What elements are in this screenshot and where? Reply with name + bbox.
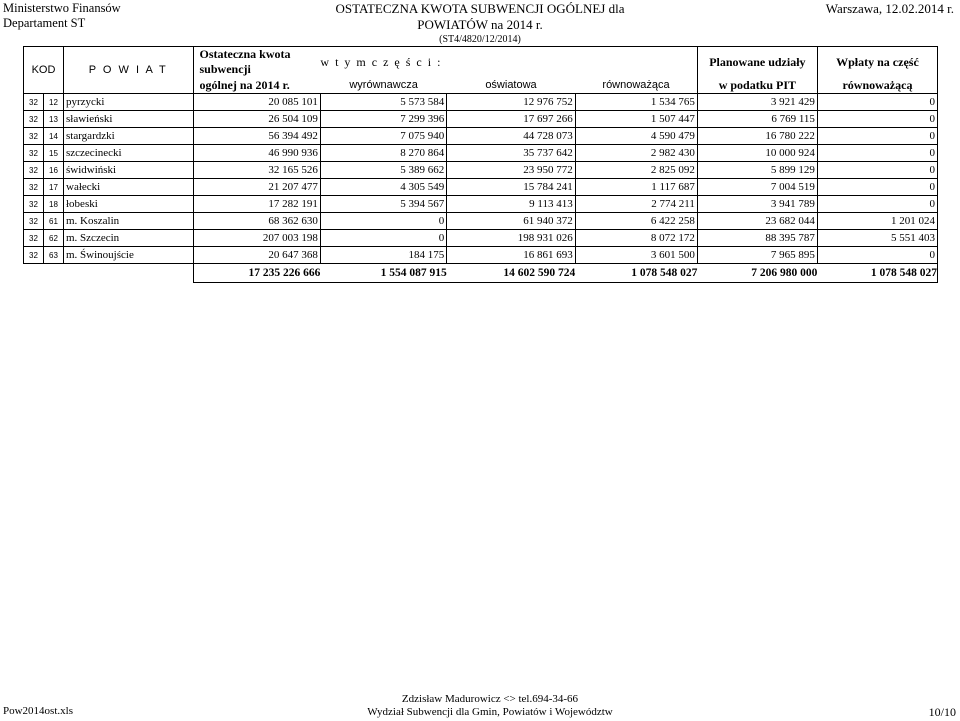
powiat-name-cell: stargardzki: [64, 128, 194, 145]
powiat-name-cell: świdwiński: [64, 162, 194, 179]
payments-cell: 0: [817, 247, 937, 264]
kod-province-cell: 32: [24, 94, 44, 111]
totals-row: [24, 264, 938, 283]
table-row: [24, 145, 938, 162]
equalizing-header: wyrównawcza: [320, 77, 446, 94]
kod-county-cell: 63: [44, 247, 64, 264]
balancing-cell: 1 507 447: [575, 111, 697, 128]
payments-cell: 0: [817, 145, 937, 162]
powiat-name-cell: sławieński: [64, 111, 194, 128]
ministry-name: Ministerstwo Finansów: [3, 1, 121, 15]
educational-cell: 15 784 241: [447, 179, 575, 196]
total-amount-cell: 32 165 526: [193, 162, 320, 179]
balancing-cell: 4 590 479: [575, 128, 697, 145]
footer-center: [340, 693, 640, 719]
balancing-cell: 1 117 687: [575, 179, 697, 196]
table-row: [24, 128, 938, 145]
pit-cell: 10 000 924: [697, 145, 817, 162]
kod-county-cell: 16: [44, 162, 64, 179]
total-amount-cell: 56 394 492: [193, 128, 320, 145]
educational-cell: 44 728 073: [447, 128, 575, 145]
total-amount-cell: 17 282 191: [193, 196, 320, 213]
kod-province-cell: 32: [24, 145, 44, 162]
educational-cell: 23 950 772: [447, 162, 575, 179]
table-row: [24, 94, 938, 111]
table-row: [24, 179, 938, 196]
kod-county-cell: 17: [44, 179, 64, 196]
pit-cell: 88 395 787: [697, 230, 817, 247]
powiat-name-cell: szczecinecki: [64, 145, 194, 162]
table-row: [24, 247, 938, 264]
kod-province-cell: 32: [24, 196, 44, 213]
kod-province-cell: 32: [24, 230, 44, 247]
kod-header: KOD: [24, 47, 64, 94]
total-amount-cell: 26 504 109: [193, 111, 320, 128]
educational-cell: 16 861 693: [447, 247, 575, 264]
payments-cell: 0: [817, 179, 937, 196]
unit-name: Wydział Subwencji dla Gmin, Powiatów i Województw: [367, 706, 613, 718]
balancing-cell: 1 534 765: [575, 94, 697, 111]
payments-cell: 0: [817, 162, 937, 179]
balancing-cell: 6 422 258: [575, 213, 697, 230]
equalizing-cell: 8 270 864: [320, 145, 446, 162]
total-amount-cell: 46 990 936: [193, 145, 320, 162]
pit-cell: 7 004 519: [697, 179, 817, 196]
equalizing-cell: 0: [320, 213, 446, 230]
file-name: Pow2014ost.xls: [3, 705, 73, 717]
header-center: [300, 1, 660, 47]
pit-cell: 7 965 895: [697, 247, 817, 264]
payments-sum: 1 078 548 027: [817, 264, 937, 283]
equalizing-cell: 5 394 567: [320, 196, 446, 213]
payments-cell: 0: [817, 111, 937, 128]
table-row: [24, 111, 938, 128]
table-body: [24, 94, 938, 264]
equalizing-cell: 0: [320, 230, 446, 247]
document-title: OSTATECZNA KWOTA SUBWENCJI OGÓLNEJ dla POWIATÓW na 2014 r.: [335, 1, 625, 32]
balancing-cell: 2 982 430: [575, 145, 697, 162]
total-amount-cell: 20 647 368: [193, 247, 320, 264]
place-date: Warszawa, 12.02.2014 r.: [825, 1, 954, 16]
total-amount-cell: 68 362 630: [193, 213, 320, 230]
equalizing-cell: 184 175: [320, 247, 446, 264]
equalizing-cell: 4 305 549: [320, 179, 446, 196]
pit-cell: 5 899 129: [697, 162, 817, 179]
powiat-name-cell: łobeski: [64, 196, 194, 213]
document-subtitle: (ST4/4820/12/2014): [439, 34, 521, 45]
kod-county-cell: 13: [44, 111, 64, 128]
table-row: [24, 196, 938, 213]
balancing-cell: 3 601 500: [575, 247, 697, 264]
payments-header-line1: Wpłaty na część: [817, 47, 937, 78]
table-header: [24, 47, 938, 94]
payments-cell: 0: [817, 196, 937, 213]
educational-cell: 9 113 413: [447, 196, 575, 213]
educational-cell: 35 737 642: [447, 145, 575, 162]
payments-cell: 5 551 403: [817, 230, 937, 247]
educational-cell: 61 940 372: [447, 213, 575, 230]
final-amount-header-line2: ogólnej na 2014 r.: [193, 77, 320, 94]
educational-sum: 14 602 590 724: [447, 264, 575, 283]
payments-cell: 0: [817, 128, 937, 145]
equalizing-cell: 7 299 396: [320, 111, 446, 128]
kod-county-cell: 61: [44, 213, 64, 230]
pit-cell: 16 780 222: [697, 128, 817, 145]
equalizing-cell: 5 573 584: [320, 94, 446, 111]
total-amount-cell: 20 085 101: [193, 94, 320, 111]
educational-cell: 198 931 026: [447, 230, 575, 247]
kod-county-cell: 18: [44, 196, 64, 213]
kod-county-cell: 15: [44, 145, 64, 162]
payments-cell: 1 201 024: [817, 213, 937, 230]
kod-county-cell: 12: [44, 94, 64, 111]
pit-cell: 23 682 044: [697, 213, 817, 230]
powiat-name-cell: wałecki: [64, 179, 194, 196]
educational-cell: 17 697 266: [447, 111, 575, 128]
kod-county-cell: 62: [44, 230, 64, 247]
educational-cell: 12 976 752: [447, 94, 575, 111]
pit-cell: 6 769 115: [697, 111, 817, 128]
educational-header: oświatowa: [447, 77, 575, 94]
equalizing-sum: 1 554 087 915: [320, 264, 446, 283]
powiat-name-cell: m. Koszalin: [64, 213, 194, 230]
kod-province-cell: 32: [24, 128, 44, 145]
balancing-cell: 8 072 172: [575, 230, 697, 247]
kod-province-cell: 32: [24, 213, 44, 230]
department-name: Departament ST: [3, 16, 86, 30]
kod-province-cell: 32: [24, 162, 44, 179]
contact-info: Zdzisław Madurowicz <> tel.694-34-66: [401, 693, 579, 705]
pit-cell: 3 941 789: [697, 196, 817, 213]
kod-province-cell: 32: [24, 179, 44, 196]
pit-header-line2: w podatku PIT: [697, 77, 817, 94]
balancing-cell: 2 774 211: [575, 196, 697, 213]
powiat-header: P O W I A T: [64, 47, 194, 94]
pit-header-line1: Planowane udziały: [697, 47, 817, 78]
equalizing-cell: 7 075 940: [320, 128, 446, 145]
payments-cell: 0: [817, 94, 937, 111]
in-that-header: w t y m c z ę ś c i :: [320, 47, 697, 78]
page-number: 10/10: [928, 705, 956, 719]
total-amount-cell: 21 207 477: [193, 179, 320, 196]
balancing-header: równoważąca: [575, 77, 697, 94]
payments-header-line2: równoważącą: [817, 77, 937, 94]
kod-province-cell: 32: [24, 111, 44, 128]
total-amount-cell: 207 003 198: [193, 230, 320, 247]
balancing-cell: 2 825 092: [575, 162, 697, 179]
powiat-name-cell: pyrzycki: [64, 94, 194, 111]
equalizing-cell: 5 389 662: [320, 162, 446, 179]
kod-province-cell: 32: [24, 247, 44, 264]
kod-county-cell: 14: [44, 128, 64, 145]
balancing-sum: 1 078 548 027: [575, 264, 697, 283]
total-amount-sum: 17 235 226 666: [193, 264, 320, 283]
final-amount-header-line1: Ostateczna kwota subwencji: [193, 47, 320, 78]
header-left: [3, 1, 121, 31]
subsidy-table: [23, 46, 938, 283]
pit-cell: 3 921 429: [697, 94, 817, 111]
pit-sum: 7 206 980 000: [697, 264, 817, 283]
table-row: [24, 230, 938, 247]
powiat-name-cell: m. Świnoujście: [64, 247, 194, 264]
powiat-name-cell: m. Szczecin: [64, 230, 194, 247]
table-row: [24, 213, 938, 230]
table-row: [24, 162, 938, 179]
